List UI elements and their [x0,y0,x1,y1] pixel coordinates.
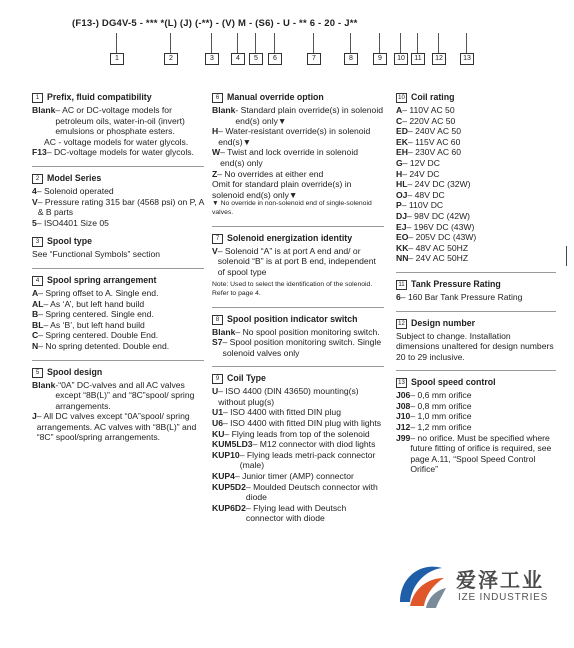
section-heading: 13 Spool speed control [396,377,556,388]
code-position-number: 4 [231,53,245,65]
divider [212,366,384,367]
entry-list [396,105,556,264]
code-position-number: 5 [249,53,263,65]
option-description: - Standard plain override(s) in solenoid end(s) only▼ [235,105,384,126]
entry-list [212,327,384,359]
section-heading: 6 Manual override option [212,92,384,103]
option-code: A [396,105,403,115]
option-code: HL [396,179,408,190]
option-entry [32,197,204,218]
option-description: – As ‘A’, but left hand build [43,298,145,309]
entry-list [212,246,384,278]
code-leader-line [237,33,238,53]
option-description: – Flying leads from top of the solenoid [224,428,370,439]
option-code: N [32,340,39,351]
option-description: – Flying leads metri-pack connector (male) [239,449,376,471]
option-code: J06 [396,390,411,401]
option-entry [396,390,556,401]
section-model-series [32,173,204,228]
option-entry [32,411,204,443]
option-description: – No overrides at either end [217,168,324,179]
option-code: NN [396,253,409,264]
option-description: – ISO 4400 with fitted DIN plug with lights [223,418,382,429]
option-description: – no orifice. Must be specified where future fitting of orifice is required, see page A.11, “Spool Speed Control Orifice” [410,432,552,475]
code-position-number: 9 [373,53,387,65]
option-description: – 24V DC (32W) [407,179,471,190]
section-tank-pressure [396,279,556,303]
option-entry [212,337,384,358]
option-code: C [396,115,403,126]
section-heading: 11 Tank Pressure Rating [396,279,556,290]
option-entry [212,246,384,278]
option-entry [396,222,556,233]
option-description: – Solenoid “A” is at port A end and/ or solenoid “B” is at port B end, independent of spool type [217,245,376,277]
option-entry [212,429,384,440]
option-code: BL [32,319,44,330]
option-description: – All DC valves except “0A”spool/ spring arrangements. AC valves with “8B(L)” and “8C” spool/spring arrangements. [36,411,197,443]
option-code: 4 [32,185,37,196]
option-entry [396,422,556,433]
option-entry [32,299,204,310]
option-code: KUP5D2 [212,481,246,492]
divider [396,272,556,273]
option-description: – Spool position monitoring switch. Single solenoid valves only [222,337,382,358]
option-code: J10 [396,411,411,422]
option-code: U6 [212,418,223,429]
section-text: See “Functional Symbols” section [32,249,161,260]
option-entry [396,158,556,169]
divider [32,268,204,269]
option-description: – Moulded Deutsch connector with diode [245,481,378,503]
option-entry [396,243,556,254]
section-text: Subject to change. Installation dimensions unaltered for design numbers 20 to 29 inclusive. [396,330,554,362]
option-code: ED [396,126,408,137]
logo-mark-icon [392,556,448,612]
code-position-number: 11 [411,53,425,65]
section-spool-type [32,236,204,260]
option-entry [212,126,384,147]
divider [396,370,556,371]
entry-list [32,380,204,444]
option-description: – 196V DC (43W) [406,221,475,232]
option-description: – Solenoid operated [36,185,114,196]
section-heading: 4 Spool spring arrangement [32,275,204,286]
option-entry [396,137,556,148]
option-entry [396,401,556,412]
entry-list [32,105,204,158]
option-entry [32,309,204,320]
option-code: EJ [396,221,407,232]
option-entry [212,327,384,338]
option-description: – AC or DC-voltage models for petroleum oils, water-in-oil (invert) emulsions or phosphate esters. [55,105,185,137]
code-position-number: 10 [394,53,408,65]
column-middle [212,92,384,532]
option-code: EK [396,136,408,147]
option-code: H [396,168,403,179]
section-solenoid-identity [212,233,384,299]
option-entry [32,320,204,331]
option-code: KU [212,428,225,439]
section-spool-speed [396,377,556,475]
option-code: B [32,309,39,320]
section-heading: 3 Spool type [32,236,204,247]
option-description: – No spring detented. Double end. [38,340,170,351]
option-code: Blank [212,105,236,115]
option-code: C [32,330,39,341]
option-entry [212,439,384,450]
option-entry [396,433,556,475]
code-leader-line [255,33,256,53]
section-manual-override [212,92,384,218]
option-code: J [32,411,37,422]
option-description: – Spring centered. Single end. [38,309,154,320]
option-entry [396,169,556,180]
option-entry [396,105,556,116]
option-description: – 115V AC 60 [407,136,461,147]
option-description: – Pressure rating 315 bar (4568 psi) on P, A & B parts [37,196,204,218]
option-entry [212,450,384,471]
option-code: Blank [32,105,56,115]
option-entry [212,503,384,524]
option-code: 6 [396,291,401,302]
entry-list [212,105,384,179]
entry-list [396,390,556,475]
option-description: – 48V DC [407,189,445,200]
entry-list [396,292,556,303]
entry-list [212,386,384,524]
code-position-number: 2 [164,53,178,65]
option-description: – 12V DC [402,157,440,168]
code-leader-line [170,33,171,53]
code-leader-line [313,33,314,53]
option-entry [32,147,204,158]
code-leader-line [438,33,439,53]
option-description: – 0,8 mm orifice [410,400,472,411]
option-description: – ISO 4400 (DIN 43650) mounting(s) without plug(s) [218,386,359,407]
section-spool-design [32,367,204,444]
company-logo [392,556,572,616]
option-entry [32,288,204,299]
option-description: – Spring centered. Double End. [38,330,159,341]
code-leader-line [379,33,380,53]
code-position-number: 13 [460,53,474,65]
option-code: P [396,200,402,211]
option-code: J08 [396,400,411,411]
option-description: -“0A” DC-valves and all AC valves except “8B(L)” and “8C”spool/ spring arrangements. [55,379,195,411]
option-code: W [212,147,221,158]
code-leader-line [417,33,418,53]
option-entry [396,200,556,211]
model-code-header [0,18,574,66]
option-description: – 24V DC [402,168,440,179]
option-code: OJ [396,189,408,200]
option-entry [32,218,204,229]
section-heading: 10 Coil rating [396,92,556,103]
option-code: F13 [32,147,47,158]
option-entry [396,190,556,201]
option-entry [32,137,204,148]
option-description: – Flying lead with Deutsch connector with diode [245,502,347,524]
section-heading: 1 Prefix, fluid compatibility [32,92,204,103]
option-code: EH [396,147,408,158]
section-heading: 2 Model Series [32,173,204,184]
code-position-number: 6 [268,53,282,65]
option-entry [396,211,556,222]
divider [212,226,384,227]
logo-english-name: IZE INDUSTRIES [458,592,549,603]
option-entry [32,380,204,412]
option-code: A [32,287,39,298]
divider [212,307,384,308]
option-description: – 24V AC 50HZ [408,253,469,264]
code-leader-line [466,33,467,53]
option-description: – Junior timer (AMP) connector [234,471,354,482]
option-description: – Water-resistant override(s) in solenoid end(s)▼ [218,126,371,147]
option-code: Blank [32,379,56,390]
section-heading: 12 Design number [396,318,556,329]
option-code: KUP4 [212,471,235,482]
option-description: – 98V DC (42W) [407,210,471,221]
option-description: – 230V AC 60 [407,147,461,158]
option-code: V [32,196,38,207]
option-entry [32,186,204,197]
margin-mark [566,246,567,266]
option-entry [32,341,204,352]
column-left [32,92,204,451]
section-position-switch [212,314,384,359]
footnote: ▼ No override in non-solenoid end of single-solenoid valves. [212,200,372,216]
option-description: – Twist and lock override in solenoid end(s) only [220,147,359,168]
option-code: AL [32,298,44,309]
option-code: Blank [212,326,236,337]
option-code: 5 [32,217,37,228]
option-entry [396,253,556,264]
option-description: – 110V AC 50 [402,105,455,115]
option-entry [396,147,556,158]
entry-list [32,288,204,352]
code-leader-line [400,33,401,53]
option-description: – Spring offset to A. Single end. [38,287,159,298]
option-description: – 0,6 mm orifice [410,390,472,401]
code-leader-line [274,33,275,53]
option-entry [212,418,384,429]
option-description: – No spool position monitoring switch. [235,326,380,337]
section-design-number [396,318,556,363]
option-code: EO [396,232,409,243]
option-entry [212,471,384,482]
option-entry [212,407,384,418]
entry-list [32,186,204,228]
option-code: V [212,245,218,256]
option-code: KUM5LD3 [212,439,253,450]
column-right [396,92,556,483]
option-description: – 48V AC 50HZ [408,242,469,253]
option-entry [396,292,556,303]
option-description: AC - voltage models for water glycols. [44,136,189,147]
section-coil-type [212,373,384,524]
option-description: – 1,2 mm orifice [410,422,472,433]
option-code: Z [212,168,218,179]
section-heading: 8 Spool position indicator switch [212,314,384,325]
section-coil-rating [396,92,556,264]
code-position-number: 8 [344,53,358,65]
code-leader-line [211,33,212,53]
option-description: – 205V DC (43W) [408,232,477,243]
divider [32,360,204,361]
option-entry [32,105,204,137]
footnote: Note: Used to select the identification of the solenoid. Refer to page 4. [212,281,373,297]
option-entry [396,179,556,190]
option-entry [212,147,384,168]
option-description: – 220V AC 50 [402,115,456,126]
code-position-number: 3 [205,53,219,65]
option-entry [212,386,384,407]
section-heading: 9 Coil Type [212,373,384,384]
code-position-number: 1 [110,53,124,65]
section-heading: 5 Spool design [32,367,204,378]
option-description: – M12 connector with diod lights [252,439,376,450]
option-description: – DC-voltage models for water glycols. [46,147,194,158]
option-description: – 1,0 mm orifice [410,411,472,422]
option-description: – 160 Bar Tank Pressure Rating [400,291,523,302]
option-code: J99 [396,432,411,443]
option-description: – As ‘B’, but left hand build [43,319,145,330]
divider [396,311,556,312]
logo-chinese-name: 爱泽工业 [456,570,544,592]
code-leader-line [350,33,351,53]
option-description: – ISO 4400 with fitted DIN plug [223,407,341,418]
option-entry [212,482,384,503]
option-code: G [396,157,403,168]
option-entry [396,232,556,243]
option-entry [212,105,384,126]
option-description: – ISO4401 Size 05 [36,217,109,228]
option-entry [212,169,384,180]
option-code: KK [396,242,409,253]
option-entry [396,411,556,422]
option-code: H [212,126,219,137]
option-code: DJ [396,210,407,221]
model-code-text: (F13-) DG4V-5 - *** *(L) (J) (-**) - (V) M - (S6) - U - ** 6 - 20 - J** [72,18,358,29]
option-code: U1 [212,407,223,418]
section-spool-spring [32,275,204,352]
option-entry [32,330,204,341]
code-position-number: 12 [432,53,446,65]
option-code: KUP10 [212,449,240,460]
divider [32,166,204,167]
section-heading: 7 Solenoid energization identity [212,233,384,244]
code-leader-line [116,33,117,53]
option-entry [396,126,556,137]
option-description: – 240V AC 50 [407,126,461,137]
option-entry [396,116,556,127]
option-description: – 110V DC [401,200,444,211]
section-prefix [32,92,204,158]
section-text: Omit for standard plain override(s) in solenoid end(s) only▼ [212,179,352,200]
option-code: S7 [212,337,223,348]
option-code: KUP6D2 [212,502,246,513]
option-code: J12 [396,422,411,433]
code-position-number: 7 [307,53,321,65]
option-code: U [212,386,219,397]
